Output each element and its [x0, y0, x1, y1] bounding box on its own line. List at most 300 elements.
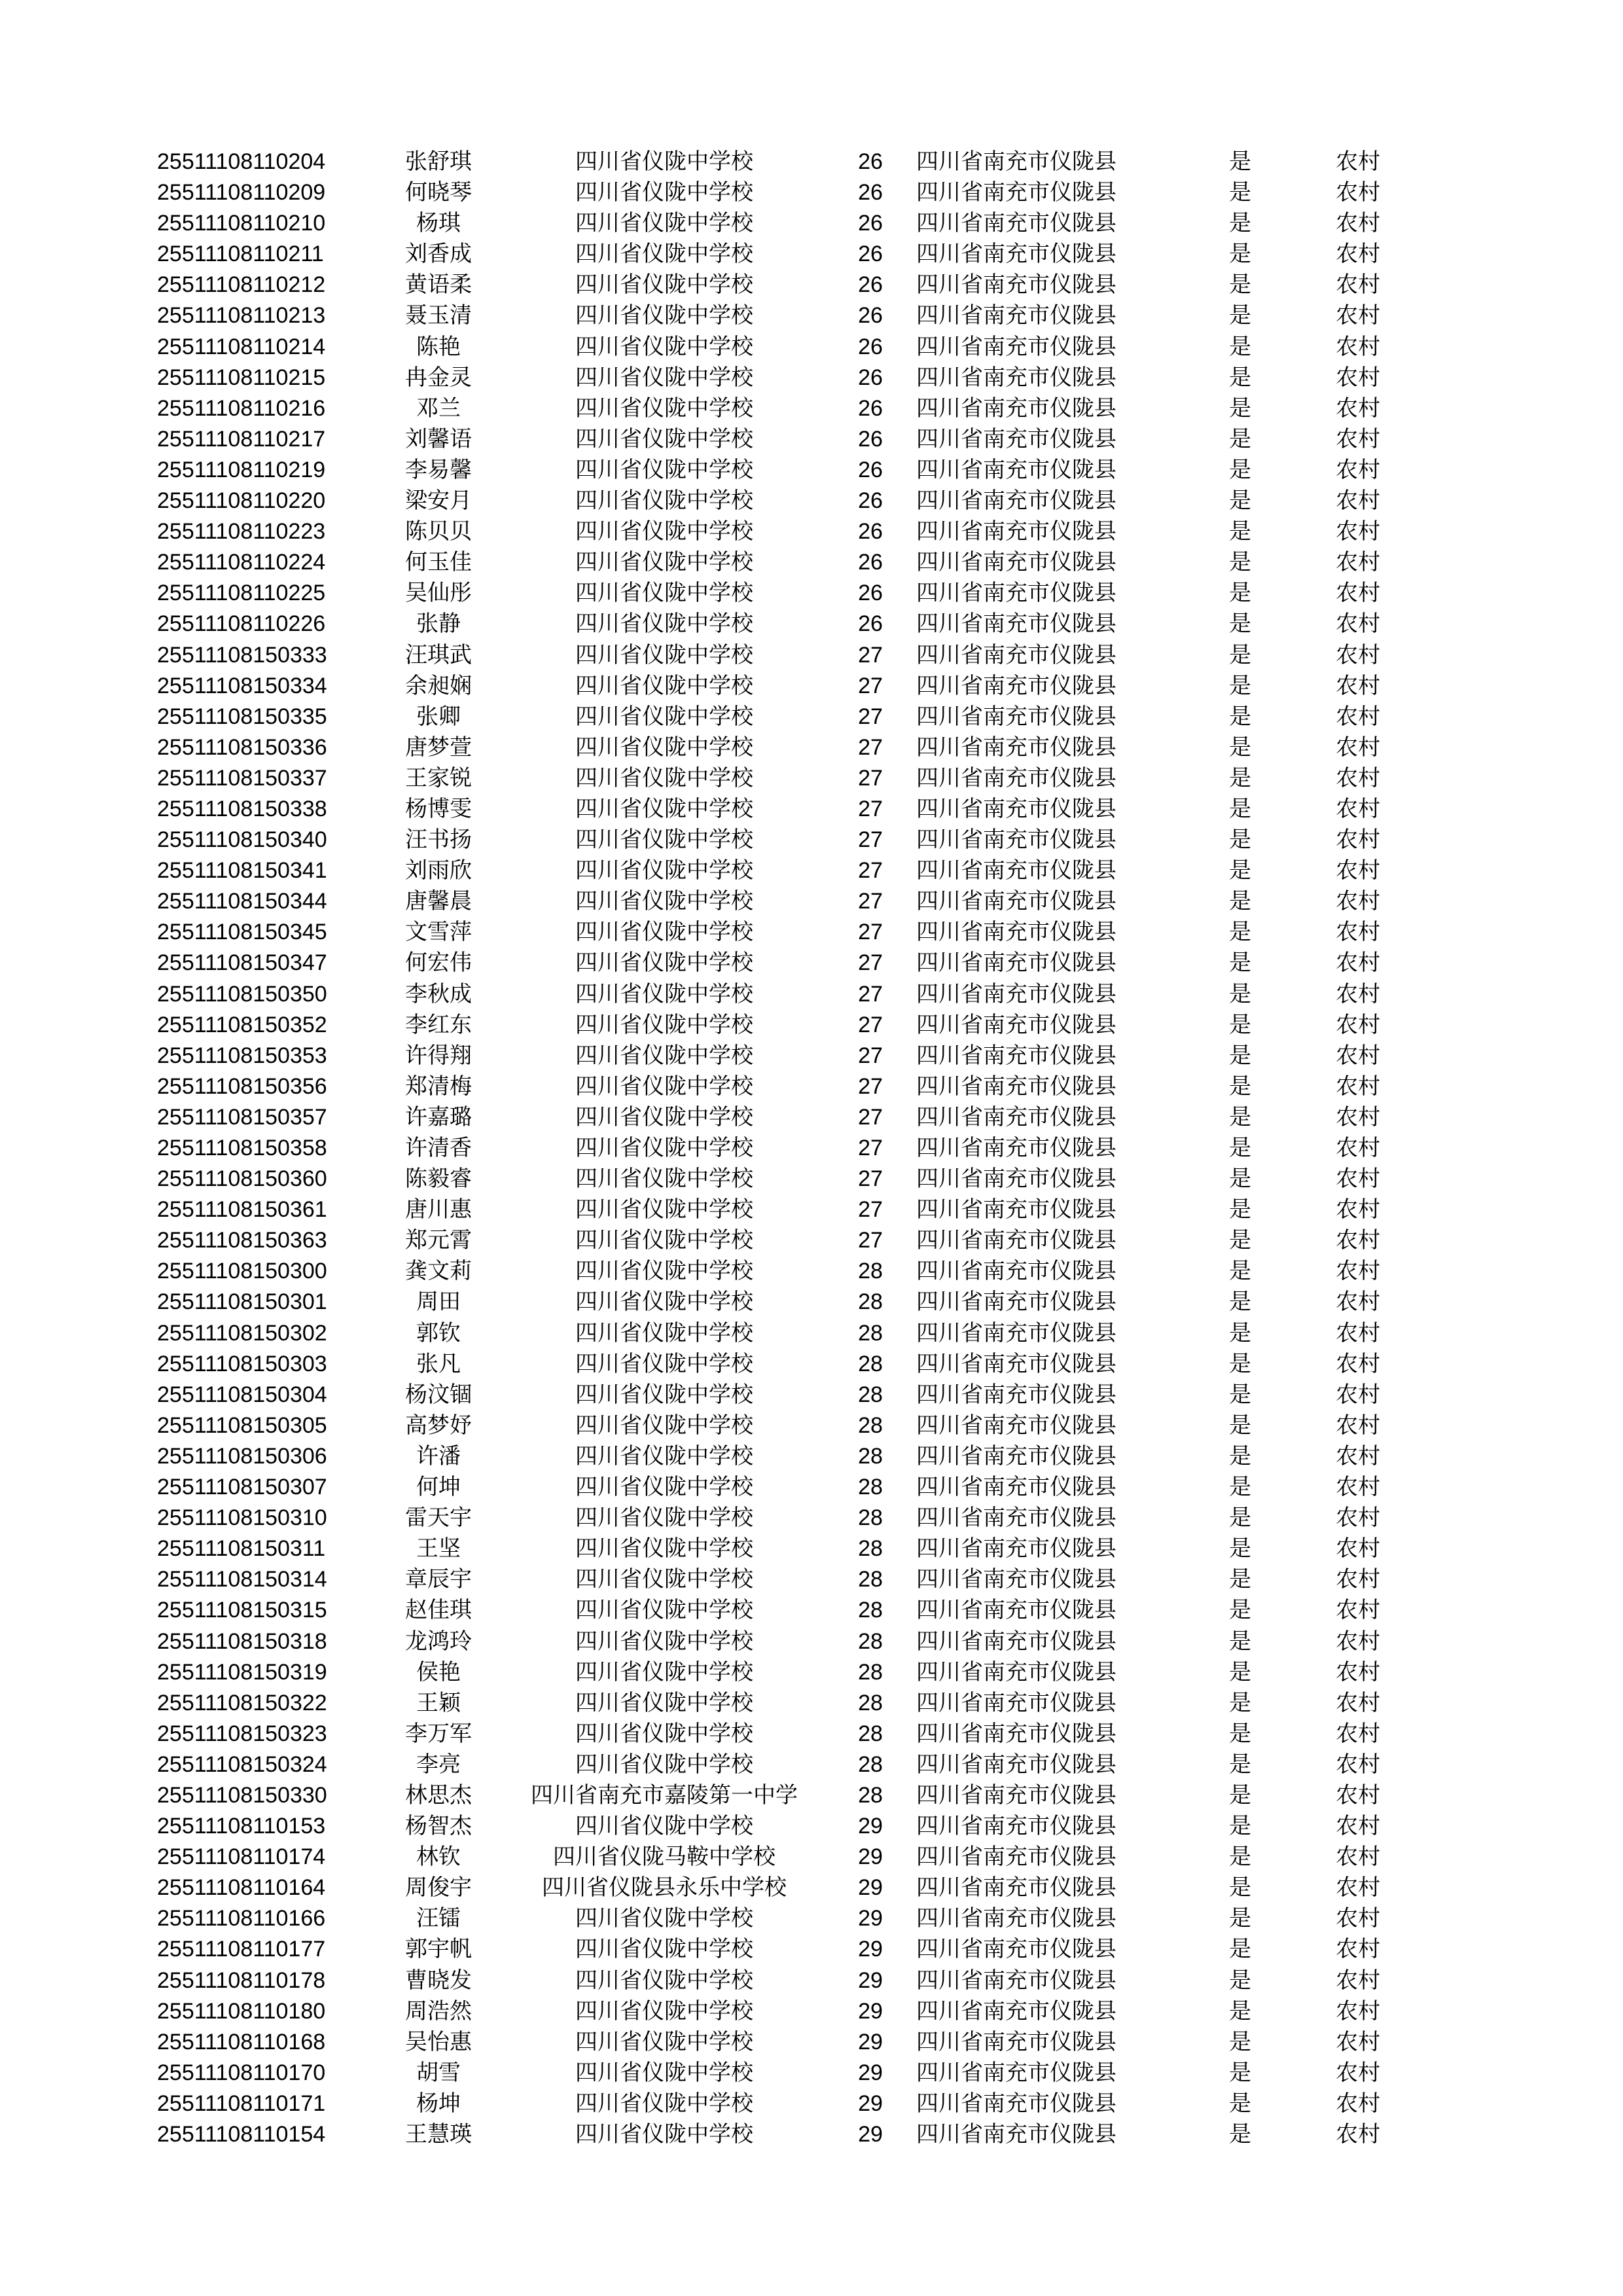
- group-number-cell: 27: [858, 1197, 883, 1223]
- area-type-cell: 农村: [1336, 1536, 1380, 1562]
- table-row: [157, 270, 1466, 300]
- table-row: [157, 516, 1466, 547]
- region-cell: 四川省南充市仪陇县: [916, 1505, 1116, 1531]
- student-name-cell: 李亮: [416, 1751, 461, 1777]
- region-cell: 四川省南充市仪陇县: [916, 180, 1116, 206]
- area-type-cell: 农村: [1336, 1382, 1380, 1407]
- area-type-cell: 农村: [1336, 1967, 1380, 1993]
- area-type-cell: 农村: [1336, 1197, 1380, 1223]
- candidate-id-cell: 25511108150319: [157, 1659, 327, 1685]
- candidate-id-cell: 25511108110224: [157, 550, 326, 575]
- yes-flag-cell: 是: [1229, 303, 1251, 329]
- area-type-cell: 农村: [1336, 734, 1380, 760]
- table-row: [157, 547, 1466, 578]
- student-name-cell: 郭宇帆: [405, 1937, 472, 1962]
- region-cell: 四川省南充市仪陇县: [916, 303, 1116, 329]
- area-type-cell: 农村: [1336, 395, 1380, 421]
- group-number-cell: 29: [858, 2029, 883, 2054]
- student-name-cell: 杨博雯: [405, 796, 472, 821]
- candidate-id-cell: 25511108150357: [157, 1104, 327, 1130]
- student-name-cell: 梁安月: [405, 488, 472, 514]
- group-number-cell: 29: [858, 1967, 883, 1993]
- candidate-id-cell: 25511108150347: [157, 950, 327, 976]
- school-cell: 四川省仪陇中学校: [575, 149, 753, 174]
- region-cell: 四川省南充市仪陇县: [916, 1998, 1116, 2024]
- region-cell: 四川省南充市仪陇县: [916, 796, 1116, 821]
- yes-flag-cell: 是: [1229, 1659, 1251, 1685]
- region-cell: 四川省南充市仪陇县: [916, 1443, 1116, 1469]
- student-name-cell: 郑元霄: [405, 1228, 472, 1253]
- student-name-cell: 刘香成: [405, 242, 472, 267]
- school-cell: 四川省仪陇中学校: [575, 1259, 753, 1284]
- region-cell: 四川省南充市仪陇县: [916, 1721, 1116, 1746]
- student-name-cell: 周俊宇: [405, 1875, 472, 1901]
- school-cell: 四川省仪陇中学校: [575, 2060, 753, 2085]
- student-name-cell: 杨智杰: [405, 1814, 472, 1839]
- candidate-id-cell: 25511108110166: [157, 1906, 326, 1931]
- candidate-id-cell: 25511108150356: [157, 1073, 327, 1099]
- school-cell: 四川省仪陇中学校: [575, 1628, 753, 1654]
- table-row: [157, 1102, 1466, 1133]
- yes-flag-cell: 是: [1229, 673, 1251, 698]
- student-name-cell: 冉金灵: [405, 365, 472, 390]
- table-row: [157, 1441, 1466, 1472]
- school-cell: 四川省仪陇中学校: [575, 1906, 753, 1931]
- school-cell: 四川省仪陇中学校: [575, 1814, 753, 1839]
- school-cell: 四川省仪陇中学校: [575, 457, 753, 482]
- group-number-cell: 26: [858, 149, 883, 174]
- school-cell: 四川省仪陇中学校: [575, 796, 753, 821]
- yes-flag-cell: 是: [1229, 1443, 1251, 1469]
- school-cell: 四川省仪陇中学校: [575, 242, 753, 267]
- yes-flag-cell: 是: [1229, 1814, 1251, 1839]
- school-cell: 四川省仪陇中学校: [575, 704, 753, 729]
- group-number-cell: 29: [858, 1998, 883, 2024]
- table-row: [157, 1965, 1466, 1996]
- yes-flag-cell: 是: [1229, 1043, 1251, 1068]
- region-cell: 四川省南充市仪陇县: [916, 1536, 1116, 1562]
- group-number-cell: 27: [858, 765, 883, 791]
- group-number-cell: 28: [858, 1782, 883, 1808]
- school-cell: 四川省仪陇中学校: [575, 1598, 753, 1623]
- table-row: [157, 1194, 1466, 1225]
- candidate-id-cell: 25511108150335: [157, 704, 327, 729]
- group-number-cell: 26: [858, 365, 883, 390]
- region-cell: 四川省南充市仪陇县: [916, 1043, 1116, 1068]
- school-cell: 四川省仪陇中学校: [575, 1228, 753, 1253]
- region-cell: 四川省南充市仪陇县: [916, 950, 1116, 976]
- region-cell: 四川省南充市仪陇县: [916, 1628, 1116, 1654]
- yes-flag-cell: 是: [1229, 488, 1251, 514]
- table-row: [157, 917, 1466, 948]
- candidate-id-cell: 25511108110170: [157, 2060, 326, 2085]
- region-cell: 四川省南充市仪陇县: [916, 1659, 1116, 1685]
- yes-flag-cell: 是: [1229, 1536, 1251, 1562]
- student-name-cell: 许得翔: [405, 1043, 472, 1068]
- region-cell: 四川省南充市仪陇县: [916, 1166, 1116, 1192]
- area-type-cell: 农村: [1336, 1166, 1380, 1192]
- table-row: [157, 886, 1466, 917]
- region-cell: 四川省南充市仪陇县: [916, 920, 1116, 945]
- school-cell: 四川省仪陇中学校: [575, 1043, 753, 1068]
- candidate-id-cell: 25511108110226: [157, 611, 326, 637]
- school-cell: 四川省仪陇中学校: [575, 2122, 753, 2147]
- student-name-cell: 张舒琪: [405, 149, 472, 174]
- student-name-cell: 邓兰: [416, 395, 461, 421]
- group-number-cell: 27: [858, 858, 883, 884]
- area-type-cell: 农村: [1336, 1104, 1380, 1130]
- area-type-cell: 农村: [1336, 2122, 1380, 2147]
- table-row: [157, 578, 1466, 609]
- group-number-cell: 26: [858, 395, 883, 421]
- yes-flag-cell: 是: [1229, 365, 1251, 390]
- table-row: [157, 2058, 1466, 2089]
- region-cell: 四川省南充市仪陇县: [916, 1751, 1116, 1777]
- table-row: [157, 1996, 1466, 2027]
- group-number-cell: 26: [858, 272, 883, 298]
- yes-flag-cell: 是: [1229, 2060, 1251, 2085]
- area-type-cell: 农村: [1336, 1598, 1380, 1623]
- student-name-cell: 郑清梅: [405, 1073, 472, 1099]
- student-name-cell: 林钦: [416, 1844, 461, 1870]
- table-row: [157, 979, 1466, 1010]
- group-number-cell: 27: [858, 642, 883, 668]
- yes-flag-cell: 是: [1229, 1166, 1251, 1192]
- region-cell: 四川省南充市仪陇县: [916, 457, 1116, 482]
- group-number-cell: 26: [858, 457, 883, 482]
- area-type-cell: 农村: [1336, 642, 1380, 668]
- group-number-cell: 27: [858, 827, 883, 853]
- candidate-id-cell: 25511108150334: [157, 673, 327, 698]
- table-row: [157, 1380, 1466, 1410]
- region-cell: 四川省南充市仪陇县: [916, 1814, 1116, 1839]
- area-type-cell: 农村: [1336, 1751, 1380, 1777]
- student-name-cell: 何晓琴: [405, 180, 472, 206]
- table-row: [157, 609, 1466, 639]
- area-type-cell: 农村: [1336, 1412, 1380, 1438]
- school-cell: 四川省仪陇中学校: [575, 272, 753, 298]
- area-type-cell: 农村: [1336, 1628, 1380, 1654]
- area-type-cell: 农村: [1336, 1690, 1380, 1715]
- table-row: [157, 208, 1466, 239]
- school-cell: 四川省仪陇中学校: [575, 920, 753, 945]
- candidate-id-cell: 25511108150352: [157, 1012, 327, 1037]
- region-cell: 四川省南充市仪陇县: [916, 611, 1116, 637]
- candidate-id-cell: 25511108150305: [157, 1412, 327, 1438]
- table-row: [157, 1287, 1466, 1318]
- table-row: [157, 1318, 1466, 1349]
- table-row: [157, 671, 1466, 702]
- school-cell: 四川省仪陇中学校: [575, 889, 753, 914]
- candidate-id-cell: 25511108110225: [157, 581, 326, 606]
- group-number-cell: 29: [858, 2122, 883, 2147]
- group-number-cell: 27: [858, 1136, 883, 1160]
- area-type-cell: 农村: [1336, 1782, 1380, 1808]
- candidate-id-cell: 25511108110214: [157, 334, 326, 359]
- group-number-cell: 28: [858, 1320, 883, 1346]
- yes-flag-cell: 是: [1229, 1505, 1251, 1531]
- yes-flag-cell: 是: [1229, 765, 1251, 791]
- region-cell: 四川省南充市仪陇县: [916, 1690, 1116, 1715]
- student-name-cell: 张卿: [416, 704, 461, 729]
- candidate-id-cell: 25511108110154: [157, 2122, 326, 2147]
- student-name-cell: 刘雨欣: [405, 858, 472, 884]
- candidate-id-cell: 25511108150310: [157, 1505, 327, 1531]
- student-name-cell: 杨坤: [416, 2090, 461, 2116]
- region-cell: 四川省南充市仪陇县: [916, 827, 1116, 853]
- candidate-id-cell: 25511108110212: [157, 272, 326, 298]
- student-name-cell: 赵佳琪: [405, 1598, 472, 1623]
- yes-flag-cell: 是: [1229, 1844, 1251, 1870]
- group-number-cell: 28: [858, 1382, 883, 1407]
- candidate-id-cell: 25511108150314: [157, 1567, 327, 1592]
- candidate-id-cell: 25511108110168: [157, 2029, 326, 2054]
- group-number-cell: 28: [858, 1536, 883, 1562]
- school-cell: 四川省仪陇中学校: [575, 334, 753, 359]
- area-type-cell: 农村: [1336, 1475, 1380, 1500]
- candidate-id-cell: 25511108150333: [157, 642, 327, 668]
- area-type-cell: 农村: [1336, 1012, 1380, 1037]
- school-cell: 四川省仪陇中学校: [575, 1382, 753, 1407]
- candidate-id-cell: 25511108150318: [157, 1628, 327, 1654]
- school-cell: 四川省仪陇中学校: [575, 1073, 753, 1099]
- group-number-cell: 27: [858, 704, 883, 729]
- region-cell: 四川省南充市仪陇县: [916, 550, 1116, 575]
- yes-flag-cell: 是: [1229, 426, 1251, 452]
- area-type-cell: 农村: [1336, 1073, 1380, 1099]
- area-type-cell: 农村: [1336, 796, 1380, 821]
- region-cell: 四川省南充市仪陇县: [916, 395, 1116, 421]
- yes-flag-cell: 是: [1229, 180, 1251, 206]
- yes-flag-cell: 是: [1229, 1104, 1251, 1130]
- student-name-cell: 黄语柔: [405, 272, 472, 298]
- group-number-cell: 26: [858, 242, 883, 267]
- group-number-cell: 29: [858, 1875, 883, 1901]
- area-type-cell: 农村: [1336, 1228, 1380, 1253]
- school-cell: 四川省南充市嘉陵第一中学: [531, 1782, 798, 1808]
- student-name-cell: 何坤: [416, 1475, 461, 1500]
- yes-flag-cell: 是: [1229, 1320, 1251, 1346]
- candidate-id-cell: 25511108150324: [157, 1751, 327, 1777]
- group-number-cell: 27: [858, 889, 883, 914]
- student-name-cell: 杨琪: [416, 211, 461, 236]
- area-type-cell: 农村: [1336, 920, 1380, 945]
- group-number-cell: 27: [858, 673, 883, 698]
- table-row: [157, 332, 1466, 363]
- area-type-cell: 农村: [1336, 827, 1380, 853]
- area-type-cell: 农村: [1336, 457, 1380, 482]
- candidate-id-cell: 25511108150341: [157, 858, 327, 884]
- school-cell: 四川省仪陇中学校: [575, 950, 753, 976]
- area-type-cell: 农村: [1336, 334, 1380, 359]
- yes-flag-cell: 是: [1229, 1228, 1251, 1253]
- yes-flag-cell: 是: [1229, 242, 1251, 267]
- group-number-cell: 27: [858, 1104, 883, 1130]
- region-cell: 四川省南充市仪陇县: [916, 1875, 1116, 1901]
- region-cell: 四川省南充市仪陇县: [916, 2090, 1116, 2116]
- yes-flag-cell: 是: [1229, 2029, 1251, 2054]
- candidate-id-cell: 25511108110223: [157, 519, 326, 545]
- school-cell: 四川省仪陇中学校: [575, 365, 753, 390]
- region-cell: 四川省南充市仪陇县: [916, 149, 1116, 174]
- group-number-cell: 27: [858, 950, 883, 976]
- student-name-cell: 唐梦萱: [405, 734, 472, 760]
- student-name-cell: 侯艳: [416, 1659, 461, 1685]
- area-type-cell: 农村: [1336, 1567, 1380, 1592]
- table-row: [157, 1010, 1466, 1041]
- table-row: [157, 1164, 1466, 1194]
- table-row: [157, 486, 1466, 516]
- region-cell: 四川省南充市仪陇县: [916, 1598, 1116, 1623]
- area-type-cell: 农村: [1336, 858, 1380, 884]
- area-type-cell: 农村: [1336, 1998, 1380, 2024]
- yes-flag-cell: 是: [1229, 827, 1251, 853]
- area-type-cell: 农村: [1336, 2060, 1380, 2085]
- group-number-cell: 27: [858, 981, 883, 1007]
- region-cell: 四川省南充市仪陇县: [916, 272, 1116, 298]
- school-cell: 四川省仪陇中学校: [575, 1721, 753, 1746]
- student-name-cell: 雷天宇: [405, 1505, 472, 1531]
- school-cell: 四川省仪陇中学校: [575, 1505, 753, 1531]
- school-cell: 四川省仪陇中学校: [575, 1320, 753, 1346]
- area-type-cell: 农村: [1336, 365, 1380, 390]
- area-type-cell: 农村: [1336, 1136, 1380, 1160]
- yes-flag-cell: 是: [1229, 1475, 1251, 1500]
- region-cell: 四川省南充市仪陇县: [916, 519, 1116, 545]
- candidate-id-cell: 25511108150315: [157, 1598, 327, 1623]
- candidate-id-cell: 25511108110211: [157, 242, 324, 267]
- yes-flag-cell: 是: [1229, 1197, 1251, 1223]
- table-row: [157, 1903, 1466, 1934]
- candidate-id-cell: 25511108150323: [157, 1721, 327, 1746]
- group-number-cell: 28: [858, 1259, 883, 1284]
- school-cell: 四川省仪陇中学校: [575, 1166, 753, 1192]
- candidate-id-cell: 25511108150344: [157, 889, 327, 914]
- region-cell: 四川省南充市仪陇县: [916, 1197, 1116, 1223]
- region-cell: 四川省南充市仪陇县: [916, 1475, 1116, 1500]
- area-type-cell: 农村: [1336, 1659, 1380, 1685]
- student-name-cell: 何玉佳: [405, 550, 472, 575]
- table-row: [157, 1595, 1466, 1626]
- student-name-cell: 胡雪: [416, 2060, 461, 2085]
- yes-flag-cell: 是: [1229, 149, 1251, 174]
- area-type-cell: 农村: [1336, 611, 1380, 637]
- yes-flag-cell: 是: [1229, 1906, 1251, 1931]
- school-cell: 四川省仪陇中学校: [575, 488, 753, 514]
- yes-flag-cell: 是: [1229, 1875, 1251, 1901]
- yes-flag-cell: 是: [1229, 734, 1251, 760]
- yes-flag-cell: 是: [1229, 1382, 1251, 1407]
- candidate-id-cell: 25511108110217: [157, 426, 326, 452]
- student-name-cell: 文雪萍: [405, 920, 472, 945]
- yes-flag-cell: 是: [1229, 981, 1251, 1007]
- yes-flag-cell: 是: [1229, 796, 1251, 821]
- area-type-cell: 农村: [1336, 1875, 1380, 1901]
- group-number-cell: 26: [858, 611, 883, 637]
- group-number-cell: 28: [858, 1721, 883, 1746]
- student-name-cell: 许清香: [405, 1136, 472, 1160]
- yes-flag-cell: 是: [1229, 395, 1251, 421]
- yes-flag-cell: 是: [1229, 858, 1251, 884]
- candidate-id-cell: 25511108110177: [157, 1937, 326, 1962]
- area-type-cell: 农村: [1336, 581, 1380, 606]
- area-type-cell: 农村: [1336, 765, 1380, 791]
- candidate-id-cell: 25511108110216: [157, 395, 326, 421]
- school-cell: 四川省仪陇中学校: [575, 1567, 753, 1592]
- region-cell: 四川省南充市仪陇县: [916, 1906, 1116, 1931]
- student-name-cell: 吴仙彤: [405, 581, 472, 606]
- area-type-cell: 农村: [1336, 2090, 1380, 2116]
- school-cell: 四川省仪陇中学校: [575, 858, 753, 884]
- yes-flag-cell: 是: [1229, 1259, 1251, 1284]
- group-number-cell: 27: [858, 1166, 883, 1192]
- yes-flag-cell: 是: [1229, 1721, 1251, 1746]
- school-cell: 四川省仪陇中学校: [575, 1659, 753, 1685]
- group-number-cell: 28: [858, 1690, 883, 1715]
- candidate-id-cell: 25511108110213: [157, 303, 326, 329]
- area-type-cell: 农村: [1336, 950, 1380, 976]
- table-row: [157, 1472, 1466, 1503]
- candidate-id-cell: 25511108150340: [157, 827, 327, 853]
- region-cell: 四川省南充市仪陇县: [916, 242, 1116, 267]
- candidate-id-cell: 25511108150353: [157, 1043, 327, 1068]
- school-cell: 四川省仪陇中学校: [575, 827, 753, 853]
- school-cell: 四川省仪陇中学校: [575, 1012, 753, 1037]
- school-cell: 四川省仪陇中学校: [575, 1136, 753, 1160]
- yes-flag-cell: 是: [1229, 1782, 1251, 1808]
- group-number-cell: 29: [858, 2090, 883, 2116]
- student-name-cell: 龙鸿玲: [405, 1628, 472, 1654]
- group-number-cell: 28: [858, 1567, 883, 1592]
- region-cell: 四川省南充市仪陇县: [916, 673, 1116, 698]
- area-type-cell: 农村: [1336, 1259, 1380, 1284]
- group-number-cell: 29: [858, 1844, 883, 1870]
- school-cell: 四川省仪陇中学校: [575, 550, 753, 575]
- region-cell: 四川省南充市仪陇县: [916, 981, 1116, 1007]
- yes-flag-cell: 是: [1229, 211, 1251, 236]
- student-name-cell: 李秋成: [405, 981, 472, 1007]
- table-row: [157, 2027, 1466, 2058]
- yes-flag-cell: 是: [1229, 920, 1251, 945]
- region-cell: 四川省南充市仪陇县: [916, 1382, 1116, 1407]
- candidate-id-cell: 25511108150350: [157, 981, 327, 1007]
- region-cell: 四川省南充市仪陇县: [916, 1012, 1116, 1037]
- region-cell: 四川省南充市仪陇县: [916, 334, 1116, 359]
- yes-flag-cell: 是: [1229, 1967, 1251, 1993]
- region-cell: 四川省南充市仪陇县: [916, 365, 1116, 390]
- group-number-cell: 29: [858, 1906, 883, 1931]
- candidate-id-cell: 25511108110204: [157, 149, 326, 174]
- candidate-id-cell: 25511108110153: [157, 1814, 326, 1839]
- student-name-cell: 郭钦: [416, 1320, 461, 1346]
- yes-flag-cell: 是: [1229, 457, 1251, 482]
- table-row: [157, 855, 1466, 886]
- school-cell: 四川省仪陇中学校: [575, 1937, 753, 1962]
- student-name-cell: 高梦妤: [405, 1412, 472, 1438]
- student-name-cell: 张静: [416, 611, 461, 637]
- candidate-id-cell: 25511108150306: [157, 1443, 327, 1469]
- area-type-cell: 农村: [1336, 1043, 1380, 1068]
- school-cell: 四川省仪陇中学校: [575, 303, 753, 329]
- table-row: [157, 825, 1466, 855]
- table-row: [157, 1534, 1466, 1564]
- table-row: [157, 1811, 1466, 1842]
- candidate-id-cell: 25511108110210: [157, 211, 326, 236]
- candidate-id-cell: 25511108150363: [157, 1228, 327, 1253]
- student-name-cell: 陈艳: [416, 334, 461, 359]
- school-cell: 四川省仪陇中学校: [575, 1197, 753, 1223]
- region-cell: 四川省南充市仪陇县: [916, 858, 1116, 884]
